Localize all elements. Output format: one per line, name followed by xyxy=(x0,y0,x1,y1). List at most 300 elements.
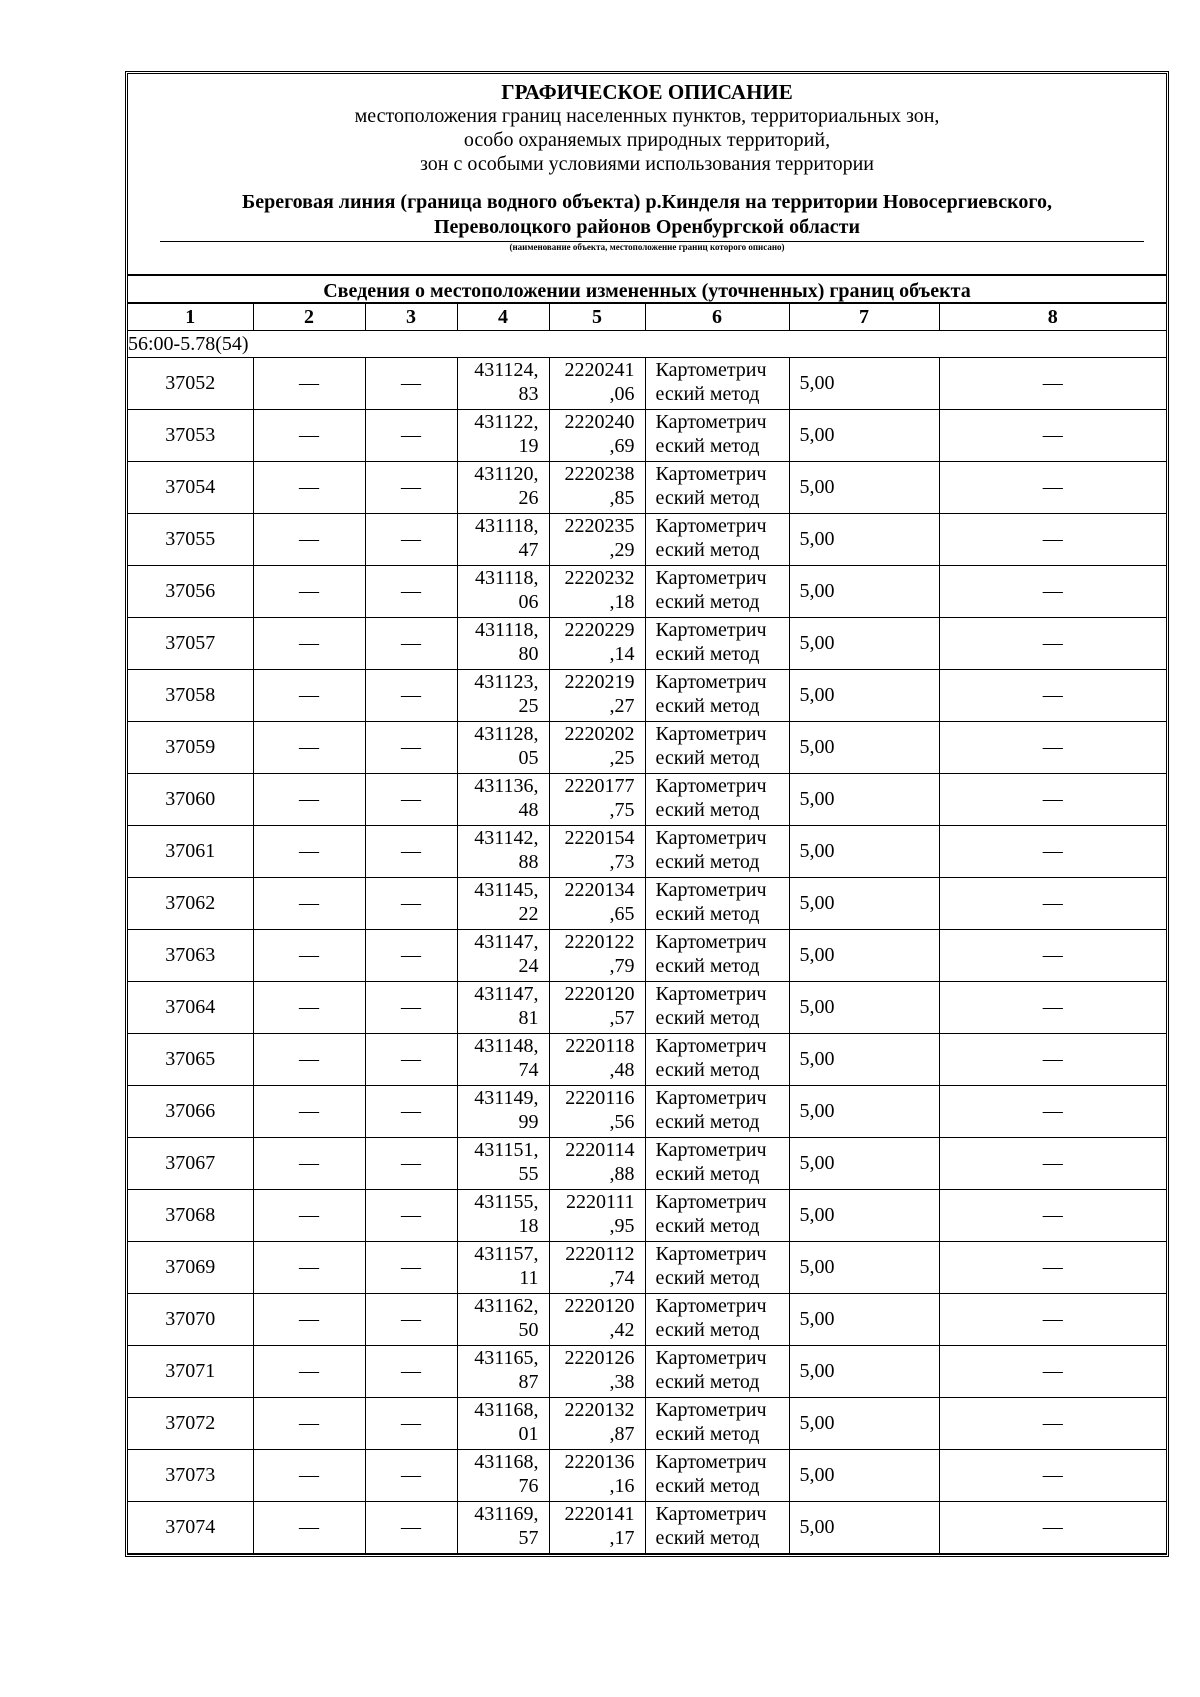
x-coordinate-part: 431147, xyxy=(474,983,539,1005)
x-coordinate xyxy=(457,1398,549,1450)
column-number: 4 xyxy=(457,304,549,331)
col2-value: — xyxy=(253,722,365,774)
x-coordinate xyxy=(457,982,549,1034)
x-coordinate xyxy=(457,514,549,566)
y-coordinate-part: ,69 xyxy=(609,435,635,457)
x-coordinate-part: 431122, xyxy=(474,411,539,433)
x-coordinate-part: 87 xyxy=(518,1371,539,1393)
x-coordinate xyxy=(457,1086,549,1138)
col3-value: — xyxy=(365,982,457,1034)
column-numbers-row xyxy=(128,304,1166,331)
group-row xyxy=(128,331,1166,358)
method-part: Картометрич xyxy=(655,723,767,745)
point-number: 37060 xyxy=(128,774,253,826)
col2-value: — xyxy=(253,1294,365,1346)
col2-value: — xyxy=(253,774,365,826)
col3-value: — xyxy=(365,566,457,618)
method-part: Картометрич xyxy=(655,879,767,901)
x-coordinate xyxy=(457,722,549,774)
y-coordinate-part: ,17 xyxy=(609,1527,635,1549)
x-coordinate-part: 431120, xyxy=(474,463,539,485)
y-coordinate-part: ,95 xyxy=(609,1215,635,1237)
col3-value: — xyxy=(365,1138,457,1190)
table-row xyxy=(128,1294,1166,1346)
x-coordinate-part: 431165, xyxy=(474,1347,539,1369)
x-coordinate-part: 431145, xyxy=(474,879,539,901)
precision: 5,00 xyxy=(789,774,939,826)
precision: 5,00 xyxy=(789,930,939,982)
x-coordinate-part: 25 xyxy=(518,695,539,717)
y-coordinate-part: 2220120 xyxy=(564,983,635,1005)
x-coordinate-part: 11 xyxy=(519,1267,539,1289)
method xyxy=(645,1398,789,1450)
x-coordinate-part: 431147, xyxy=(474,931,539,953)
y-coordinate xyxy=(549,1086,645,1138)
col8-value: — xyxy=(939,826,1166,878)
col2-value: — xyxy=(253,1138,365,1190)
group-label: 56:00-5.78(54) xyxy=(128,331,1166,358)
point-number: 37063 xyxy=(128,930,253,982)
x-coordinate-part: 431168, xyxy=(474,1451,539,1473)
x-coordinate-part: 22 xyxy=(518,903,539,925)
y-coordinate xyxy=(549,1294,645,1346)
y-coordinate-part: ,79 xyxy=(609,955,635,977)
x-coordinate xyxy=(457,878,549,930)
x-coordinate-part: 83 xyxy=(518,383,539,405)
column-number: 6 xyxy=(645,304,789,331)
col2-value: — xyxy=(253,1242,365,1294)
table-row xyxy=(128,1242,1166,1294)
x-coordinate-part: 431128, xyxy=(474,723,539,745)
x-coordinate-part: 80 xyxy=(518,643,539,665)
x-coordinate xyxy=(457,566,549,618)
col3-value: — xyxy=(365,514,457,566)
precision: 5,00 xyxy=(789,1502,939,1554)
y-coordinate xyxy=(549,618,645,670)
col8-value: — xyxy=(939,1294,1166,1346)
method-part: еский метод xyxy=(655,1111,760,1133)
object-name-line: Переволоцкого районов Оренбургской области xyxy=(433,216,861,238)
x-coordinate xyxy=(457,1190,549,1242)
method-part: Картометрич xyxy=(655,1243,767,1265)
table-row xyxy=(128,1346,1166,1398)
method-part: Картометрич xyxy=(655,1399,767,1421)
table-row xyxy=(128,1034,1166,1086)
x-coordinate-part: 431151, xyxy=(474,1139,539,1161)
col3-value: — xyxy=(365,774,457,826)
method-part: Картометрич xyxy=(655,1087,767,1109)
method-part: Картометрич xyxy=(655,1191,767,1213)
y-coordinate xyxy=(549,566,645,618)
y-coordinate-part: 2220141 xyxy=(564,1503,635,1525)
precision: 5,00 xyxy=(789,1450,939,1502)
y-coordinate-part: 2220116 xyxy=(565,1087,635,1109)
point-number: 37052 xyxy=(128,358,253,410)
y-coordinate xyxy=(549,774,645,826)
col8-value: — xyxy=(939,1190,1166,1242)
method xyxy=(645,670,789,722)
y-coordinate-part: 2220229 xyxy=(564,619,635,641)
x-coordinate-part: 55 xyxy=(518,1163,539,1185)
x-coordinate-part: 431148, xyxy=(474,1035,539,1057)
y-coordinate-part: 2220136 xyxy=(564,1451,635,1473)
x-coordinate-part: 431142, xyxy=(474,827,539,849)
point-number: 37065 xyxy=(128,1034,253,1086)
x-coordinate-part: 88 xyxy=(518,851,539,873)
col2-value: — xyxy=(253,930,365,982)
precision: 5,00 xyxy=(789,1294,939,1346)
col2-value: — xyxy=(253,462,365,514)
precision: 5,00 xyxy=(789,1138,939,1190)
method-part: Картометрич xyxy=(655,515,767,537)
method-part: еский метод xyxy=(655,539,760,561)
y-coordinate-part: 2220240 xyxy=(564,411,635,433)
y-coordinate xyxy=(549,1398,645,1450)
point-number: 37061 xyxy=(128,826,253,878)
point-number: 37071 xyxy=(128,1346,253,1398)
point-number: 37054 xyxy=(128,462,253,514)
col3-value: — xyxy=(365,1398,457,1450)
subtitle-line: особо охраняемых природных территорий, xyxy=(463,129,831,151)
column-number: 8 xyxy=(939,304,1166,331)
y-coordinate-part: ,48 xyxy=(609,1059,635,1081)
col3-value: — xyxy=(365,1502,457,1554)
y-coordinate-part: ,16 xyxy=(609,1475,635,1497)
point-number: 37070 xyxy=(128,1294,253,1346)
col2-value: — xyxy=(253,1398,365,1450)
method-part: еский метод xyxy=(655,643,760,665)
col2-value: — xyxy=(253,982,365,1034)
precision: 5,00 xyxy=(789,1242,939,1294)
col2-value: — xyxy=(253,878,365,930)
method xyxy=(645,514,789,566)
subtitle-line: местоположения границ населенных пунктов, территориальных зон, xyxy=(354,105,940,127)
table-row xyxy=(128,1138,1166,1190)
y-coordinate-part: ,87 xyxy=(609,1423,635,1445)
col3-value: — xyxy=(365,1190,457,1242)
col8-value: — xyxy=(939,1450,1166,1502)
col3-value: — xyxy=(365,722,457,774)
y-coordinate-part: 2220126 xyxy=(564,1347,635,1369)
method-part: Картометрич xyxy=(655,463,767,485)
col8-value: — xyxy=(939,670,1166,722)
table-row xyxy=(128,514,1166,566)
x-coordinate xyxy=(457,1242,549,1294)
method xyxy=(645,722,789,774)
x-coordinate-part: 431168, xyxy=(474,1399,539,1421)
x-coordinate-part: 18 xyxy=(518,1215,539,1237)
x-coordinate xyxy=(457,670,549,722)
col2-value: — xyxy=(253,566,365,618)
document-title: ГРАФИЧЕСКОЕ ОПИСАНИЕ xyxy=(501,80,793,104)
y-coordinate xyxy=(549,1138,645,1190)
x-coordinate xyxy=(457,410,549,462)
point-number: 37062 xyxy=(128,878,253,930)
point-number: 37053 xyxy=(128,410,253,462)
table-row xyxy=(128,1502,1166,1554)
x-coordinate xyxy=(457,1294,549,1346)
method xyxy=(645,618,789,670)
coordinates-table xyxy=(128,304,1166,1554)
col8-value: — xyxy=(939,1034,1166,1086)
y-coordinate-part: ,65 xyxy=(609,903,635,925)
x-coordinate-part: 431118, xyxy=(474,515,539,537)
table-row xyxy=(128,1086,1166,1138)
y-coordinate xyxy=(549,514,645,566)
y-coordinate-part: ,25 xyxy=(609,747,635,769)
table-row xyxy=(128,1190,1166,1242)
section-title: Сведения о местоположении измененных (уточненных) границ объекта xyxy=(128,276,1166,304)
y-coordinate-part: ,14 xyxy=(609,643,635,665)
table-row xyxy=(128,1398,1166,1450)
y-coordinate xyxy=(549,878,645,930)
table-row xyxy=(128,930,1166,982)
point-number: 37055 xyxy=(128,514,253,566)
table-row xyxy=(128,462,1166,514)
column-number: 3 xyxy=(365,304,457,331)
x-coordinate xyxy=(457,358,549,410)
col8-value: — xyxy=(939,878,1166,930)
method-part: Картометрич xyxy=(655,775,767,797)
precision: 5,00 xyxy=(789,358,939,410)
method-part: Картометрич xyxy=(655,1347,767,1369)
x-coordinate xyxy=(457,1502,549,1554)
x-coordinate xyxy=(457,1450,549,1502)
y-coordinate-part: 2220154 xyxy=(564,827,635,849)
x-coordinate-part: 431157, xyxy=(474,1243,539,1265)
point-number: 37066 xyxy=(128,1086,253,1138)
method-part: еский метод xyxy=(655,1319,760,1341)
method xyxy=(645,358,789,410)
y-coordinate-part: 2220238 xyxy=(564,463,635,485)
col8-value: — xyxy=(939,1398,1166,1450)
precision: 5,00 xyxy=(789,618,939,670)
y-coordinate xyxy=(549,1242,645,1294)
x-coordinate-part: 431118, xyxy=(474,619,539,641)
x-coordinate-part: 431155, xyxy=(474,1191,539,1213)
col3-value: — xyxy=(365,462,457,514)
y-coordinate-part: ,88 xyxy=(609,1163,635,1185)
y-coordinate-part: ,74 xyxy=(609,1267,635,1289)
y-coordinate-part: 2220241 xyxy=(564,359,635,381)
method-part: Картометрич xyxy=(655,411,767,433)
col3-value: — xyxy=(365,1346,457,1398)
method-part: Картометрич xyxy=(655,1035,767,1057)
y-coordinate-part: 2220235 xyxy=(564,515,635,537)
point-number: 37069 xyxy=(128,1242,253,1294)
table-row xyxy=(128,774,1166,826)
table-row xyxy=(128,358,1166,410)
col8-value: — xyxy=(939,514,1166,566)
method-part: Картометрич xyxy=(655,827,767,849)
precision: 5,00 xyxy=(789,670,939,722)
x-coordinate-part: 48 xyxy=(518,799,539,821)
y-coordinate-part: ,18 xyxy=(609,591,635,613)
method-part: Картометрич xyxy=(655,1451,767,1473)
y-coordinate-part: 2220120 xyxy=(564,1295,635,1317)
col8-value: — xyxy=(939,1242,1166,1294)
x-coordinate-part: 431162, xyxy=(474,1295,539,1317)
y-coordinate-part: ,29 xyxy=(609,539,635,561)
method xyxy=(645,462,789,514)
x-coordinate xyxy=(457,1138,549,1190)
method-part: еский метод xyxy=(655,591,760,613)
precision: 5,00 xyxy=(789,1034,939,1086)
method xyxy=(645,1086,789,1138)
col3-value: — xyxy=(365,1086,457,1138)
method-part: Картометрич xyxy=(655,567,767,589)
table-row xyxy=(128,670,1166,722)
col2-value: — xyxy=(253,826,365,878)
y-coordinate xyxy=(549,982,645,1034)
precision: 5,00 xyxy=(789,1086,939,1138)
x-coordinate-part: 431124, xyxy=(474,359,539,381)
method-part: Картометрич xyxy=(655,1295,767,1317)
y-coordinate xyxy=(549,1034,645,1086)
col8-value: — xyxy=(939,722,1166,774)
y-coordinate xyxy=(549,1190,645,1242)
col8-value: — xyxy=(939,930,1166,982)
method xyxy=(645,826,789,878)
col8-value: — xyxy=(939,1086,1166,1138)
method-part: еский метод xyxy=(655,1059,760,1081)
column-number: 2 xyxy=(253,304,365,331)
col3-value: — xyxy=(365,1034,457,1086)
col8-value: — xyxy=(939,1346,1166,1398)
method-part: Картометрич xyxy=(655,359,767,381)
y-coordinate-part: ,57 xyxy=(609,1007,635,1029)
method xyxy=(645,566,789,618)
method-part: еский метод xyxy=(655,1163,760,1185)
x-coordinate-part: 06 xyxy=(518,591,539,613)
y-coordinate-part: ,75 xyxy=(609,799,635,821)
method-part: Картометрич xyxy=(655,1503,767,1525)
precision: 5,00 xyxy=(789,982,939,1034)
col8-value: — xyxy=(939,358,1166,410)
col8-value: — xyxy=(939,1502,1166,1554)
method-part: еский метод xyxy=(655,1475,760,1497)
y-coordinate xyxy=(549,462,645,514)
y-coordinate-part: 2220114 xyxy=(565,1139,635,1161)
method xyxy=(645,774,789,826)
method-part: Картометрич xyxy=(655,1139,767,1161)
precision: 5,00 xyxy=(789,722,939,774)
y-coordinate-part: 2220111 xyxy=(565,1191,635,1213)
precision: 5,00 xyxy=(789,1346,939,1398)
y-coordinate xyxy=(549,722,645,774)
precision: 5,00 xyxy=(789,410,939,462)
table-row xyxy=(128,722,1166,774)
col2-value: — xyxy=(253,1086,365,1138)
y-coordinate-part: 2220118 xyxy=(565,1035,635,1057)
method-part: еский метод xyxy=(655,1423,760,1445)
y-coordinate xyxy=(549,670,645,722)
x-coordinate xyxy=(457,774,549,826)
method xyxy=(645,1502,789,1554)
method-part: еский метод xyxy=(655,383,760,405)
method-part: еский метод xyxy=(655,487,760,509)
method-part: еский метод xyxy=(655,851,760,873)
y-coordinate-part: ,38 xyxy=(609,1371,635,1393)
method xyxy=(645,1242,789,1294)
y-coordinate-part: 2220177 xyxy=(564,775,635,797)
x-coordinate-part: 76 xyxy=(518,1475,539,1497)
y-coordinate xyxy=(549,930,645,982)
method xyxy=(645,982,789,1034)
precision: 5,00 xyxy=(789,566,939,618)
col2-value: — xyxy=(253,514,365,566)
x-coordinate-part: 74 xyxy=(518,1059,539,1081)
col8-value: — xyxy=(939,410,1166,462)
col8-value: — xyxy=(939,1138,1166,1190)
method-part: еский метод xyxy=(655,955,760,977)
col2-value: — xyxy=(253,618,365,670)
point-number: 37064 xyxy=(128,982,253,1034)
method-part: еский метод xyxy=(655,695,760,717)
precision: 5,00 xyxy=(789,462,939,514)
method-part: еский метод xyxy=(655,1007,760,1029)
precision: 5,00 xyxy=(789,1398,939,1450)
table-row xyxy=(128,982,1166,1034)
table-row xyxy=(128,618,1166,670)
y-coordinate-part: ,73 xyxy=(609,851,635,873)
point-number: 37058 xyxy=(128,670,253,722)
precision: 5,00 xyxy=(789,878,939,930)
method-part: еский метод xyxy=(655,903,760,925)
method-part: еский метод xyxy=(655,435,760,457)
method xyxy=(645,410,789,462)
method xyxy=(645,1346,789,1398)
method-part: еский метод xyxy=(655,747,760,769)
method xyxy=(645,930,789,982)
x-coordinate-part: 81 xyxy=(518,1007,539,1029)
y-coordinate-part: 2220219 xyxy=(564,671,635,693)
x-coordinate-part: 99 xyxy=(518,1111,539,1133)
col2-value: — xyxy=(253,410,365,462)
y-coordinate xyxy=(549,358,645,410)
x-coordinate-part: 47 xyxy=(518,539,539,561)
x-coordinate-part: 431149, xyxy=(474,1087,539,1109)
object-name xyxy=(138,190,1156,240)
y-coordinate xyxy=(549,410,645,462)
precision: 5,00 xyxy=(789,514,939,566)
y-coordinate xyxy=(549,1502,645,1554)
x-coordinate xyxy=(457,618,549,670)
col2-value: — xyxy=(253,1346,365,1398)
point-number: 37067 xyxy=(128,1138,253,1190)
col8-value: — xyxy=(939,774,1166,826)
x-coordinate-part: 431123, xyxy=(474,671,539,693)
col8-value: — xyxy=(939,982,1166,1034)
method xyxy=(645,1138,789,1190)
x-coordinate-part: 26 xyxy=(518,487,539,509)
x-coordinate-part: 431118, xyxy=(474,567,539,589)
y-coordinate-part: 2220134 xyxy=(564,879,635,901)
point-number: 37074 xyxy=(128,1502,253,1554)
method-part: еский метод xyxy=(655,799,760,821)
y-coordinate-part: ,27 xyxy=(609,695,635,717)
x-coordinate xyxy=(457,826,549,878)
method-part: еский метод xyxy=(655,1527,760,1549)
method xyxy=(645,878,789,930)
x-coordinate xyxy=(457,930,549,982)
y-coordinate-part: 2220112 xyxy=(565,1243,635,1265)
col3-value: — xyxy=(365,930,457,982)
x-coordinate-part: 05 xyxy=(518,747,539,769)
col3-value: — xyxy=(365,826,457,878)
y-coordinate xyxy=(549,1346,645,1398)
object-name-line: Береговая линия (граница водного объекта) р.Кинделя на территории Новосергиевского, xyxy=(242,191,1052,213)
